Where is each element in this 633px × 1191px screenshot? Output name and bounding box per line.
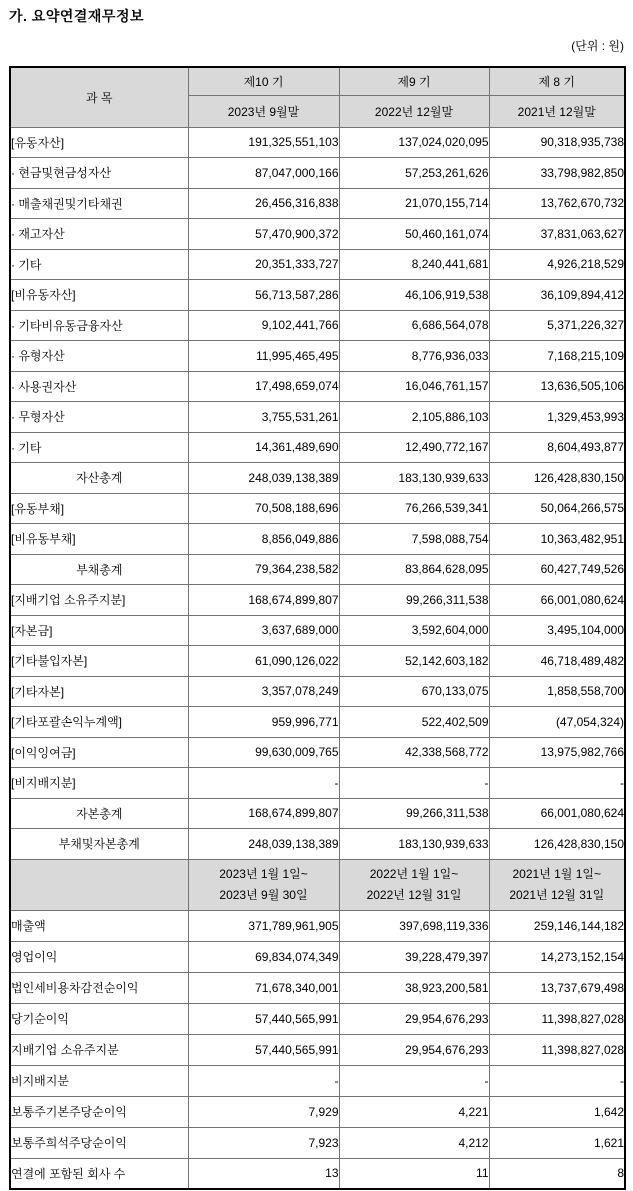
cell-value: 4,212 — [339, 1127, 489, 1158]
cell-value: 61,090,126,022 — [188, 646, 339, 677]
cell-value: 14,361,489,690 — [188, 432, 339, 463]
cell-value: 57,470,900,372 — [188, 219, 339, 250]
cell-value: 29,954,676,293 — [339, 1034, 489, 1065]
table-row — [10, 432, 625, 463]
cell-value: 42,338,568,772 — [339, 737, 489, 768]
cell-value: 12,490,772,167 — [339, 432, 489, 463]
table-row — [10, 585, 625, 616]
row-label: [지배기업 소유주지분] — [10, 585, 188, 616]
cell-value: 26,456,316,838 — [188, 188, 339, 219]
table-row — [10, 493, 625, 524]
row-label: 보통주희석주당순이익 — [10, 1127, 188, 1158]
cell-value: 50,064,266,575 — [489, 493, 625, 524]
row-label: · 기타비유동금융자산 — [10, 310, 188, 341]
period-range-cell — [188, 859, 339, 910]
row-label: · 무형자산 — [10, 402, 188, 433]
row-label: 비지배지분 — [10, 1065, 188, 1096]
cell-value: - — [339, 1065, 489, 1096]
cell-value: 33,798,982,850 — [489, 158, 625, 189]
row-label: [유동자산] — [10, 127, 188, 158]
cell-value: 11,398,827,028 — [489, 1003, 625, 1034]
income-statement-section — [10, 910, 625, 1189]
cell-value: 11,398,827,028 — [489, 1034, 625, 1065]
cell-value: 11,995,465,495 — [188, 341, 339, 372]
unit-label: (단위 : 원) — [571, 39, 624, 53]
row-label: [기타포괄손익누계액] — [10, 707, 188, 738]
period-8-header: 제 8 기 — [489, 67, 625, 95]
table-row — [10, 341, 625, 372]
period-range-cell — [339, 859, 489, 910]
cell-value: 29,954,676,293 — [339, 1003, 489, 1034]
cell-value: 191,325,551,103 — [188, 127, 339, 158]
row-label: [기타자본] — [10, 676, 188, 707]
table-row — [10, 402, 625, 433]
row-label: 매출액 — [10, 910, 188, 941]
cell-value: 14,273,152,154 — [489, 941, 625, 972]
cell-value: (47,054,324) — [489, 707, 625, 738]
table-row — [10, 249, 625, 280]
table-row — [10, 1096, 625, 1127]
cell-value: - — [489, 768, 625, 799]
page-title: 가. 요약연결재무정보 — [9, 8, 144, 24]
cell-value: 7,929 — [188, 1096, 339, 1127]
row-label: 당기순이익 — [10, 1003, 188, 1034]
period-range-cell — [489, 859, 625, 910]
row-label: [비지배지분] — [10, 768, 188, 799]
asof-10-header: 2023년 9월말 — [188, 95, 339, 127]
cell-value: 13 — [188, 1158, 339, 1189]
table-row — [10, 554, 625, 585]
period-10-header: 제10 기 — [188, 67, 339, 95]
period-range-section — [10, 859, 625, 910]
cell-value: 46,106,919,538 — [339, 280, 489, 311]
cell-value: 66,001,080,624 — [489, 798, 625, 829]
cell-value: - — [188, 1065, 339, 1096]
cell-value: 3,357,078,249 — [188, 676, 339, 707]
cell-value: 70,508,188,696 — [188, 493, 339, 524]
cell-value: 13,636,505,106 — [489, 371, 625, 402]
cell-value: 60,427,749,526 — [489, 554, 625, 585]
cell-value: 71,678,340,001 — [188, 972, 339, 1003]
table-row — [10, 280, 625, 311]
financial-summary-table — [9, 66, 626, 1190]
cell-value: 36,109,894,412 — [489, 280, 625, 311]
period-range-row — [10, 859, 625, 910]
row-label: [유동부채] — [10, 493, 188, 524]
row-label: 보통주기본주당순이익 — [10, 1096, 188, 1127]
cell-value: 7,168,215,109 — [489, 341, 625, 372]
cell-value: 57,440,565,991 — [188, 1034, 339, 1065]
cell-value: 99,266,311,538 — [339, 585, 489, 616]
cell-value: 56,713,587,286 — [188, 280, 339, 311]
cell-value: 522,402,509 — [339, 707, 489, 738]
table-row — [10, 127, 625, 158]
table-row — [10, 768, 625, 799]
cell-value: 13,762,670,732 — [489, 188, 625, 219]
period-range-line: 2022년 1월 1일~ — [369, 866, 459, 881]
table-row — [10, 1158, 625, 1189]
cell-value: 83,864,628,095 — [339, 554, 489, 585]
table-row — [10, 1003, 625, 1034]
cell-value: 90,318,935,738 — [489, 127, 625, 158]
cell-value: 21,070,155,714 — [339, 188, 489, 219]
row-label: 부채및자본총계 — [10, 829, 188, 860]
table-row — [10, 310, 625, 341]
cell-value: 50,460,161,074 — [339, 219, 489, 250]
row-label: 부채총계 — [10, 554, 188, 585]
table-row — [10, 1034, 625, 1065]
cell-value: 3,755,531,261 — [188, 402, 339, 433]
item-column-header: 과 목 — [10, 67, 188, 127]
cell-value: 8,604,493,877 — [489, 432, 625, 463]
cell-value: - — [489, 1065, 625, 1096]
cell-value: 37,831,063,627 — [489, 219, 625, 250]
cell-value: 7,598,088,754 — [339, 524, 489, 555]
cell-value: 1,329,453,993 — [489, 402, 625, 433]
table-row — [10, 219, 625, 250]
table-row — [10, 1127, 625, 1158]
cell-value: 1,621 — [489, 1127, 625, 1158]
cell-value: 248,039,138,389 — [188, 829, 339, 860]
cell-value: - — [188, 768, 339, 799]
cell-value: 8,856,049,886 — [188, 524, 339, 555]
table-header — [10, 67, 625, 127]
balance-sheet-section — [10, 127, 625, 859]
cell-value: 670,133,075 — [339, 676, 489, 707]
cell-value: 38,923,200,581 — [339, 972, 489, 1003]
row-label: · 기타 — [10, 432, 188, 463]
table-row — [10, 646, 625, 677]
table-row — [10, 371, 625, 402]
row-label: 법인세비용차감전순이익 — [10, 972, 188, 1003]
table-row — [10, 615, 625, 646]
table-row — [10, 941, 625, 972]
cell-value: 6,686,564,078 — [339, 310, 489, 341]
period-range-line: 2021년 1월 1일~ — [512, 866, 601, 881]
cell-value: 8,776,936,033 — [339, 341, 489, 372]
period-range-line: 2022년 12월 31일 — [366, 887, 462, 902]
cell-value: 1,858,558,700 — [489, 676, 625, 707]
cell-value: 57,253,261,626 — [339, 158, 489, 189]
row-label: 지배기업 소유주지분 — [10, 1034, 188, 1065]
cell-value: 69,834,074,349 — [188, 941, 339, 972]
period-range-empty-cell — [10, 859, 188, 910]
cell-value: 168,674,899,807 — [188, 798, 339, 829]
table-row — [10, 829, 625, 860]
table-row — [10, 676, 625, 707]
cell-value: 10,363,482,951 — [489, 524, 625, 555]
cell-value: 11 — [339, 1158, 489, 1189]
cell-value: 8 — [489, 1158, 625, 1189]
cell-value: 371,789,961,905 — [188, 910, 339, 941]
row-label: [자본금] — [10, 615, 188, 646]
period-range-line: 2023년 9월 30일 — [219, 887, 308, 902]
cell-value: 3,592,604,000 — [339, 615, 489, 646]
cell-value: 99,266,311,538 — [339, 798, 489, 829]
row-label: 자본총계 — [10, 798, 188, 829]
asof-9-header: 2022년 12월말 — [339, 95, 489, 127]
table-row — [10, 798, 625, 829]
cell-value: 168,674,899,807 — [188, 585, 339, 616]
row-label: · 사용권자산 — [10, 371, 188, 402]
cell-value: 13,975,982,766 — [489, 737, 625, 768]
cell-value: 57,440,565,991 — [188, 1003, 339, 1034]
cell-value: 87,047,000,166 — [188, 158, 339, 189]
table-row — [10, 524, 625, 555]
cell-value: 2,105,886,103 — [339, 402, 489, 433]
table-row — [10, 188, 625, 219]
cell-value: 46,718,489,482 — [489, 646, 625, 677]
cell-value: 126,428,830,150 — [489, 829, 625, 860]
cell-value: - — [339, 768, 489, 799]
cell-value: 79,364,238,582 — [188, 554, 339, 585]
cell-value: 5,371,226,327 — [489, 310, 625, 341]
row-label: · 재고자산 — [10, 219, 188, 250]
row-label: [비유동부채] — [10, 524, 188, 555]
row-label: 자산총계 — [10, 463, 188, 494]
row-label: [이익잉여금] — [10, 737, 188, 768]
row-label: 연결에 포함된 회사 수 — [10, 1158, 188, 1189]
cell-value: 76,266,539,341 — [339, 493, 489, 524]
table-row — [10, 1065, 625, 1096]
cell-value: 248,039,138,389 — [188, 463, 339, 494]
cell-value: 183,130,939,633 — [339, 463, 489, 494]
table-row — [10, 463, 625, 494]
cell-value: 397,698,119,336 — [339, 910, 489, 941]
row-label: · 매출채권및기타채권 — [10, 188, 188, 219]
table-row — [10, 707, 625, 738]
cell-value: 99,630,009,765 — [188, 737, 339, 768]
cell-value: 16,046,761,157 — [339, 371, 489, 402]
period-9-header: 제9 기 — [339, 67, 489, 95]
cell-value: 137,024,020,095 — [339, 127, 489, 158]
cell-value: 13,737,679,498 — [489, 972, 625, 1003]
cell-value: 66,001,080,624 — [489, 585, 625, 616]
table-row — [10, 158, 625, 189]
period-header-row — [10, 67, 625, 95]
cell-value: 17,498,659,074 — [188, 371, 339, 402]
table-row — [10, 737, 625, 768]
cell-value: 39,228,479,397 — [339, 941, 489, 972]
cell-value: 3,495,104,000 — [489, 615, 625, 646]
row-label: · 기타 — [10, 249, 188, 280]
table-row — [10, 972, 625, 1003]
cell-value: 8,240,441,681 — [339, 249, 489, 280]
cell-value: 7,923 — [188, 1127, 339, 1158]
row-label: [비유동자산] — [10, 280, 188, 311]
cell-value: 259,146,144,182 — [489, 910, 625, 941]
cell-value: 959,996,771 — [188, 707, 339, 738]
row-label: 영업이익 — [10, 941, 188, 972]
cell-value: 1,642 — [489, 1096, 625, 1127]
cell-value: 52,142,603,182 — [339, 646, 489, 677]
cell-value: 183,130,939,633 — [339, 829, 489, 860]
asof-8-header: 2021년 12월말 — [489, 95, 625, 127]
cell-value: 126,428,830,150 — [489, 463, 625, 494]
row-label: [기타불입자본] — [10, 646, 188, 677]
row-label: · 유형자산 — [10, 341, 188, 372]
period-range-line: 2021년 12월 31일 — [509, 887, 605, 902]
cell-value: 4,926,218,529 — [489, 249, 625, 280]
cell-value: 9,102,441,766 — [188, 310, 339, 341]
cell-value: 3,637,689,000 — [188, 615, 339, 646]
period-range-line: 2023년 1월 1일~ — [219, 866, 308, 881]
row-label: · 현금및현금성자산 — [10, 158, 188, 189]
cell-value: 20,351,333,727 — [188, 249, 339, 280]
table-row — [10, 910, 625, 941]
cell-value: 4,221 — [339, 1096, 489, 1127]
